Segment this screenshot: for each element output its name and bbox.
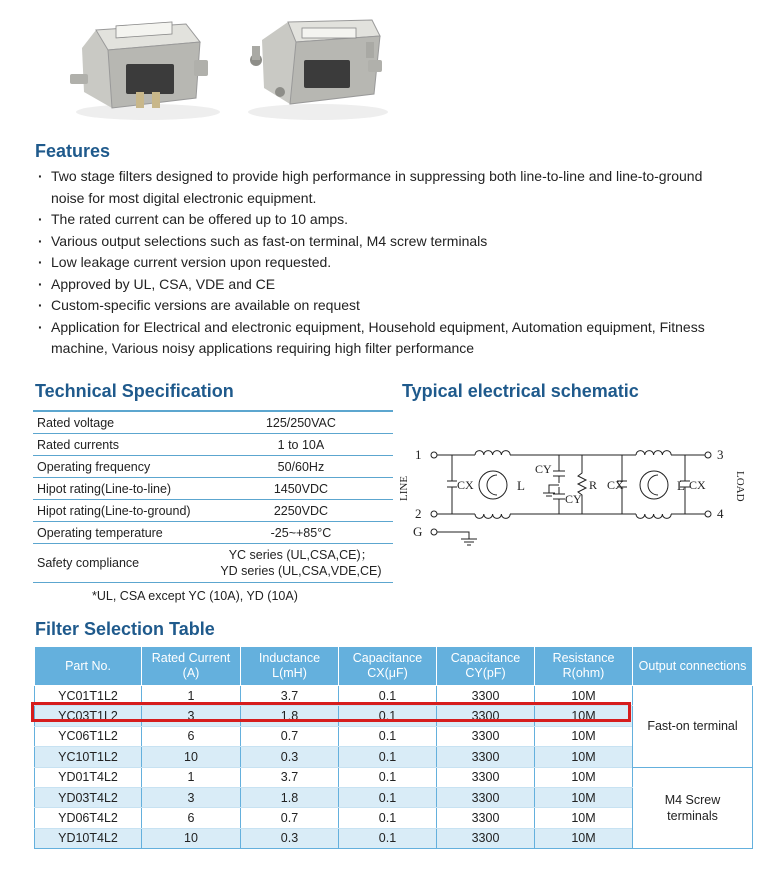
table-header-row [35, 647, 753, 686]
spec-label: Rated voltage [33, 411, 209, 434]
table-cell: 0.7 [241, 808, 339, 828]
table-cell: 3 [142, 706, 241, 726]
feature-item: · Approved by UL, CSA, VDE and CE [38, 274, 738, 296]
cx-label: CX [607, 478, 624, 492]
table-cell: 1.8 [241, 787, 339, 807]
electrical-schematic [397, 405, 757, 555]
spec-row [33, 434, 393, 456]
node-3-label: 3 [717, 447, 724, 462]
table-cell: 3.7 [241, 767, 339, 787]
output-connection-cell: Fast-on terminal [633, 686, 753, 768]
spec-row [33, 411, 393, 434]
inductor-label: L [677, 478, 685, 493]
node-2-label: 2 [415, 506, 422, 521]
table-cell: 10M [535, 767, 633, 787]
table-cell: 3300 [437, 808, 535, 828]
tech-spec-table [33, 410, 393, 583]
table-cell: 3300 [437, 686, 535, 706]
feature-item: · Low leakage current version upon requested. [38, 252, 738, 274]
spec-label: Operating frequency [33, 456, 209, 478]
table-cell: 3300 [437, 747, 535, 767]
feature-item: · Custom-specific versions are available on request [38, 295, 738, 317]
table-cell: 3300 [437, 767, 535, 787]
features-heading: Features [35, 141, 111, 161]
column-header: Capacitance CX(μF) [339, 647, 437, 686]
filter-photo-right [248, 20, 388, 120]
column-header: Inductance L(mH) [241, 647, 339, 686]
column-header: Output connections [633, 647, 753, 686]
table-cell: 6 [142, 726, 241, 746]
table-cell: 0.3 [241, 828, 339, 848]
spec-label: Hipot rating(Line-to-line) [33, 478, 209, 500]
table-cell: 0.1 [339, 808, 437, 828]
table-cell: 1 [142, 767, 241, 787]
spec-row [33, 456, 393, 478]
spec-label: Operating temperature [33, 522, 209, 544]
node-1-label: 1 [415, 447, 422, 462]
table-cell: 10M [535, 726, 633, 746]
table-cell: 0.1 [339, 686, 437, 706]
ground-label: G [413, 524, 423, 539]
spec-row [33, 500, 393, 522]
load-label: LOAD [734, 471, 746, 502]
cx-label: CX [689, 478, 706, 492]
column-header: Part No. [35, 647, 142, 686]
table-cell: 0.1 [339, 706, 437, 726]
table-cell: 3.7 [241, 686, 339, 706]
table-cell: 10 [142, 747, 241, 767]
spec-value: 125/250VAC [209, 411, 393, 434]
feature-item: · Various output selections such as fast-on terminal, M4 screw terminals [38, 231, 738, 253]
feature-item: · Application for Electrical and electronic equipment, Household equipment, Automation equipment, Fitness machine, Various noisy applications requiring high filter performance [38, 317, 738, 360]
selection-table-heading: Filter Selection Table [35, 619, 215, 639]
column-header: Capacitance CY(pF) [437, 647, 535, 686]
feature-item: · The rated current can be offered up to 10 amps. [38, 209, 738, 231]
resistor-label: R [589, 478, 598, 492]
line-label: LINE [398, 475, 410, 501]
spec-label: Safety compliance [33, 544, 209, 583]
features-list [38, 166, 738, 360]
connection-line: terminals [667, 808, 718, 823]
table-cell: 3300 [437, 726, 535, 746]
table-cell: YD01T4L2 [35, 767, 142, 787]
node-4-label: 4 [717, 506, 724, 521]
spec-row [33, 544, 393, 583]
table-cell: 10M [535, 747, 633, 767]
tech-spec-heading: Technical Specification [35, 381, 234, 401]
table-cell: 3300 [437, 706, 535, 726]
output-connection-cell [633, 767, 753, 849]
product-photos [0, 0, 783, 130]
spec-row [33, 478, 393, 500]
spec-label: Hipot rating(Line-to-ground) [33, 500, 209, 522]
schematic-heading: Typical electrical schematic [402, 381, 639, 401]
spec-row [33, 522, 393, 544]
cx-label: CX [457, 478, 474, 492]
table-cell: 3300 [437, 828, 535, 848]
table-cell: 10M [535, 706, 633, 726]
filter-photo-left [70, 22, 220, 120]
inductor-label: L [517, 478, 525, 493]
table-cell: 1.8 [241, 706, 339, 726]
table-row [35, 767, 753, 787]
table-cell: 1 [142, 686, 241, 706]
spec-label: Rated currents [33, 434, 209, 456]
spec-footnote: *UL, CSA except YC (10A), YD (10A) [92, 589, 298, 603]
table-cell: 3300 [437, 787, 535, 807]
spec-value [209, 544, 393, 583]
table-cell: YC03T1L2 [35, 706, 142, 726]
table-cell: 10M [535, 828, 633, 848]
column-header: Rated Current (A) [142, 647, 241, 686]
table-cell: 10M [535, 686, 633, 706]
table-cell: 0.7 [241, 726, 339, 746]
spec-value: 1 to 10A [209, 434, 393, 456]
table-cell: YD03T4L2 [35, 787, 142, 807]
safety-value-line: YD series (UL,CSA,VDE,CE) [220, 564, 382, 578]
table-cell: 3 [142, 787, 241, 807]
feature-item: · Two stage filters designed to provide high performance in suppressing both line-to-line and line-to-ground noise for most digital electronic equipment. [38, 166, 738, 209]
table-cell: YC06T1L2 [35, 726, 142, 746]
connection-line: M4 Screw [664, 792, 721, 807]
table-cell: 0.1 [339, 726, 437, 746]
spec-value: 1450VDC [209, 478, 393, 500]
table-cell: 6 [142, 808, 241, 828]
table-cell: YC10T1L2 [35, 747, 142, 767]
spec-value: 50/60Hz [209, 456, 393, 478]
table-cell: 0.3 [241, 747, 339, 767]
table-cell: YC01T1L2 [35, 686, 142, 706]
column-header: Resistance R(ohm) [535, 647, 633, 686]
table-cell: 0.1 [339, 828, 437, 848]
table-cell: YD06T4L2 [35, 808, 142, 828]
table-cell: YD10T4L2 [35, 828, 142, 848]
safety-value-line: YC series (UL,CSA,CE)； [228, 548, 374, 562]
table-cell: 0.1 [339, 767, 437, 787]
spec-value: 2250VDC [209, 500, 393, 522]
table-cell: 10 [142, 828, 241, 848]
highlighted-row-box [31, 702, 631, 722]
table-cell: 0.1 [339, 747, 437, 767]
table-cell: 0.1 [339, 787, 437, 807]
filter-selection-table [34, 646, 753, 849]
table-cell: 10M [535, 787, 633, 807]
cy-label: CY [565, 492, 582, 506]
cy-label: CY [535, 462, 552, 476]
spec-value: -25~+85°C [209, 522, 393, 544]
table-cell: 10M [535, 808, 633, 828]
